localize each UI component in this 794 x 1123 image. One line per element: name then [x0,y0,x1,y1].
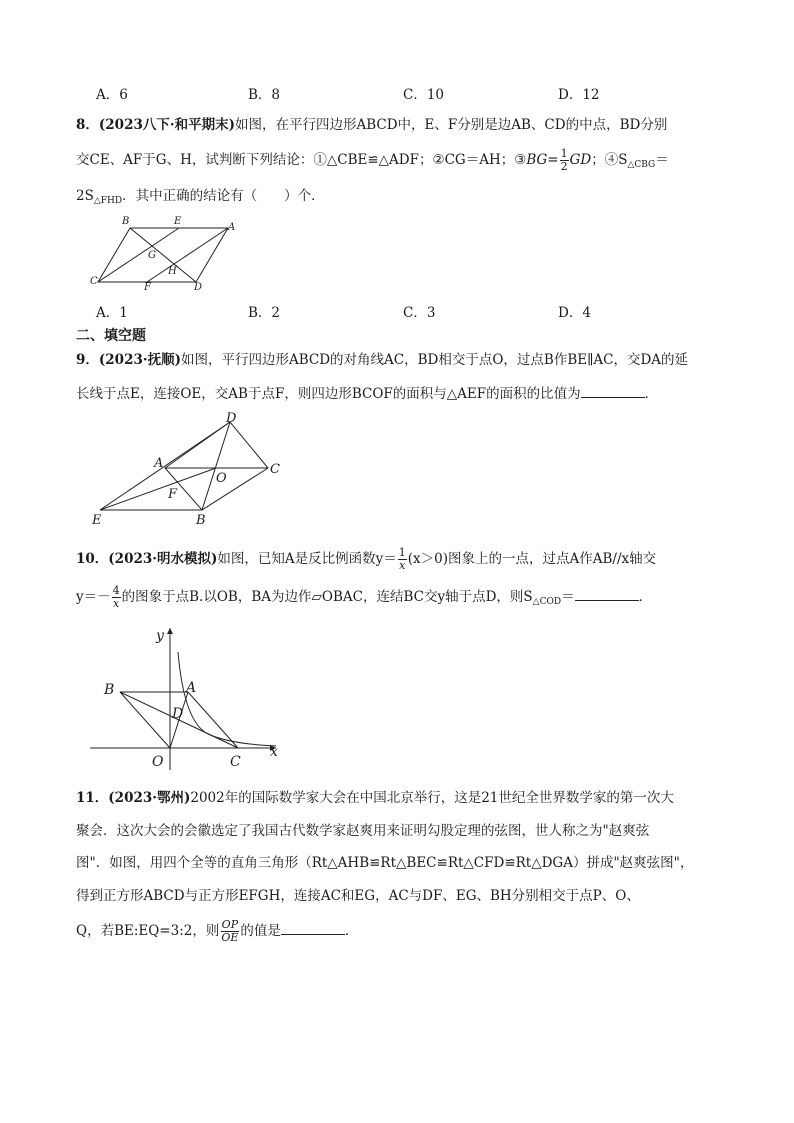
q8-label-h: H [168,266,177,277]
q10-label-o: O [152,754,164,770]
q11-line5: Q，若BE:EQ=3:2，则 $\frac{OP}{OE}$ 的值是 ． [76,918,359,944]
q10-fraction-1-over-x: $\frac{1}{x}$ [398,546,406,572]
q9-label-e: E [92,513,102,528]
q11-line1: 11．(2023·鄂州)2002年的国际数学家大会在中国北京举行，这是21世纪全世界数学家的第一次大 [76,790,674,806]
q11-line2: 聚会．这次大会的会徽选定了我国古代数学家赵爽用来证明勾股定理的弦图，世人称之为"赵爽弦 [76,823,650,839]
q7-option-c: C．10 [403,87,445,103]
q9-answer-blank[interactable] [581,383,645,398]
section-fill-in-title: 二、填空题 [76,328,146,344]
q10-coordinate-figure [90,622,290,772]
q11-answer-blank[interactable] [281,920,345,935]
q8-source: (2023八下·和平期末) [98,117,235,133]
q9-label-o: O [216,471,227,486]
q8-label-e: E [174,216,182,227]
q10-label-a: A [186,680,197,696]
q8-text-1: 如图，在平行四边形ABCD中，E、F分别是边AB、CD的中点，BD分别 [234,117,668,133]
q9-label-f: F [168,487,178,502]
q8-option-d: D．4 [558,305,591,321]
q7-option-b: B．8 [248,87,281,103]
q8-label-f: F [144,282,151,292]
q9-label-c: C [270,462,280,477]
q10-label-d: D [172,706,184,722]
q10-label-x: x [270,744,278,760]
q9-line2: 长线于点E，连接OE，交AB于点F，则四边形BCOF的面积与△AEF的面积的比值为 ． [76,383,658,404]
q8-option-a: A．1 [96,305,128,321]
q10-label-c: C [230,754,241,770]
q8-label-b: B [122,216,130,227]
q8-line2: 交CE、AF于G、H，试判断下列结论：①△CBE≌△ADF；②CG＝AH；③BG= $\frac{1}{2}$ GD；$④S_{\triangle CBG}=$ [76,147,669,173]
q10-line1: 10．(2023·明水模拟)如图，已知A是反比例函数y＝ $\frac{1}{x}$ (x＞0)图象上的一点，过点A作AB//x轴交 [76,546,657,572]
q8-option-c: C．3 [403,305,436,321]
q11-fraction-op-over-oe: $\frac{OP}{OE}$ [221,918,239,944]
q10-fraction-4-over-x: $\frac{4}{x}$ [112,584,120,610]
q9-line1: 9．(2023·抚顺)如图，平行四边形ABCD的对角线AC，BD相交于点O，过点B作BE∥AC，交DA的延 [76,352,689,368]
q10-label-b: B [104,682,115,698]
q9-label-a: A [154,456,164,471]
q8-label-d: D [194,282,203,292]
q8-line3: $2S_{\triangle FHD}$．其中正确的结论有（ ）个． [76,188,325,206]
q10-answer-blank[interactable] [575,586,639,601]
q9-label-d: D [226,411,237,426]
q10-label-y: y [156,628,164,644]
q7-option-a: A．6 [96,87,128,103]
q11-line4: 得到正方形ABCD与正方形EFGH，连接AC和EG，AC与DF、EG、BH分别相交于点P、O、 [76,888,640,904]
q10-line2: y＝－ $\frac{4}{x}$ 的图象于点B.以OB，BA为边作▱OBAC，连结BC交y轴于点D，则$S_{\triangle COD}=$ ． [76,584,653,610]
q8-label-a: A [228,222,236,233]
q8-line1 [76,115,667,135]
q8-parallelogram-figure [88,212,248,292]
q8-number: 8． [76,117,99,133]
q8-option-b: B．2 [248,305,281,321]
q9-label-b: B [196,513,206,528]
q9-parallelogram-figure [90,410,290,530]
q8-label-c: C [90,276,98,287]
q7-option-d: D．12 [558,87,600,103]
q8-label-g: G [148,250,156,261]
q11-line3: 图"．如图，用四个全等的直角三角形（Rt△AHB≌Rt△BEC≌Rt△CFD≌Rt△DGA）拼成"赵爽弦图"， [76,855,694,871]
q8-fraction-half: $\frac{1}{2}$ [560,147,568,173]
